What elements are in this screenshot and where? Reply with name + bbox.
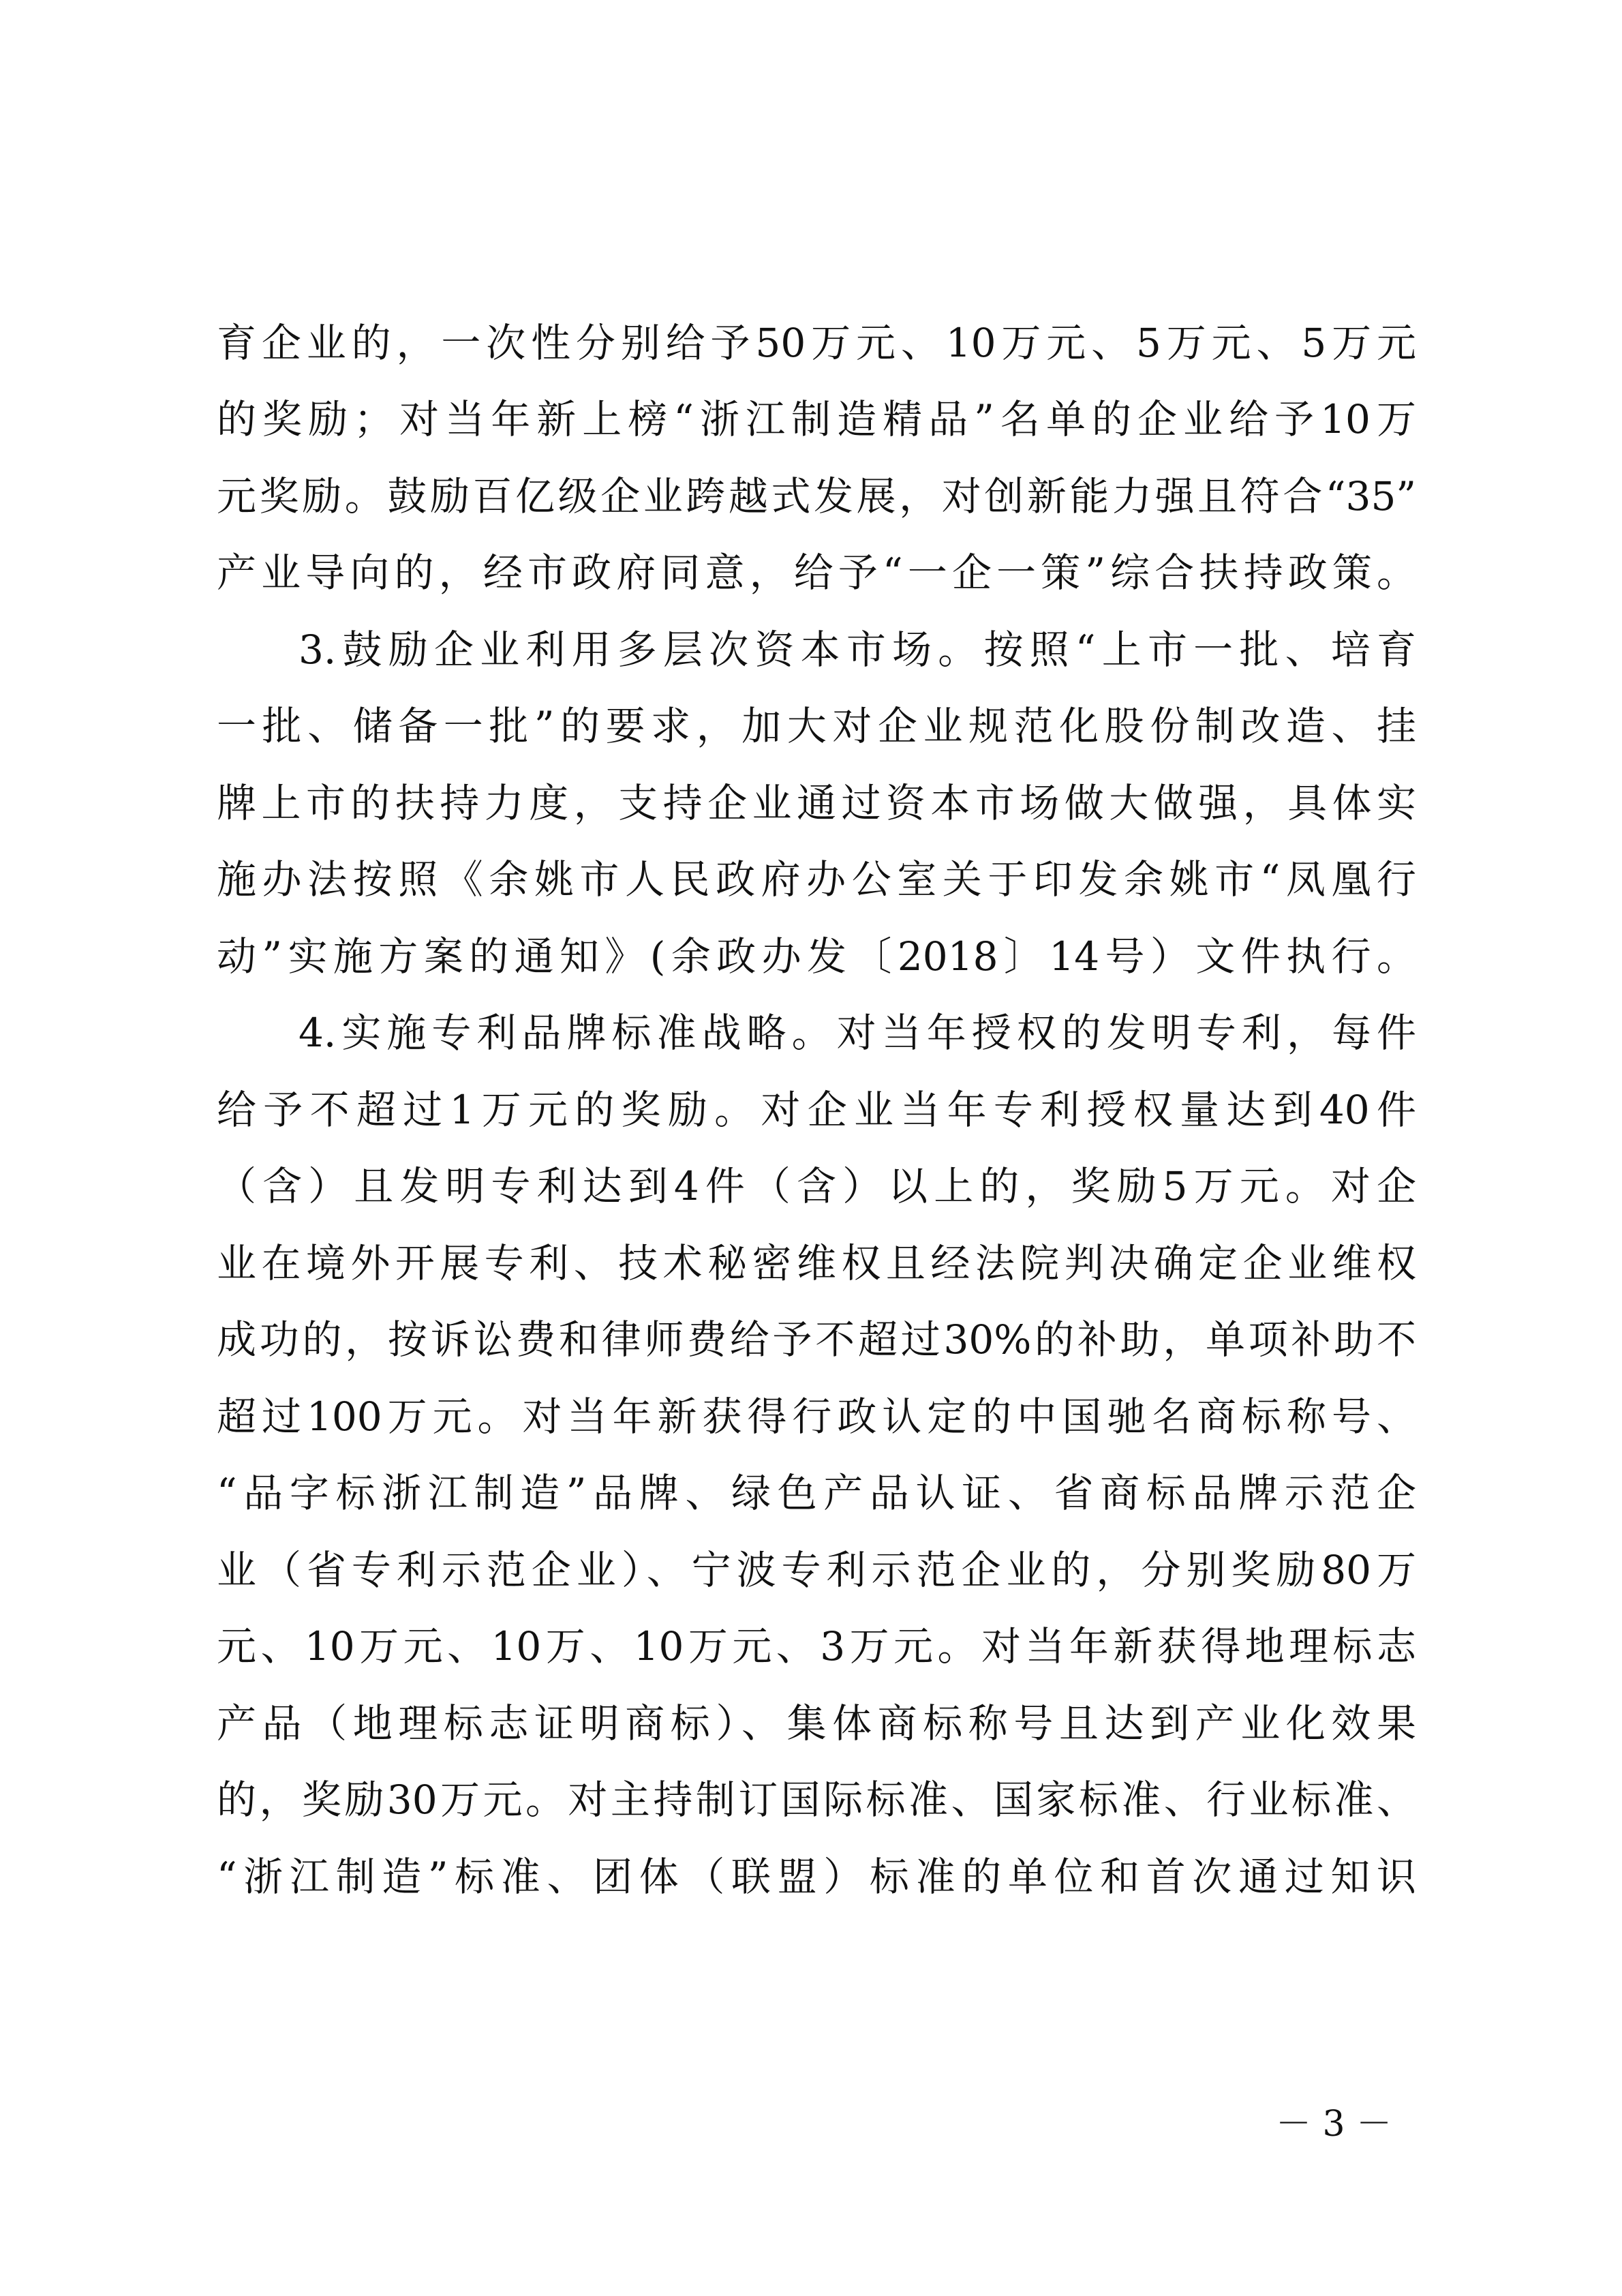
body-text-line: 育企业的，一次性分别给予50万元、10万元、5万元、5万元 xyxy=(217,320,1416,366)
body-text-line: 成功的，按诉讼费和律师费给予不超过30%的补助，单项补助不 xyxy=(217,1316,1416,1363)
body-text-line: 给予不超过1万元的奖励。对企业当年专利授权量达到40件 xyxy=(217,1087,1416,1133)
body-text-line: 一批、储备一批”的要求，加大对企业规范化股份制改造、挂 xyxy=(217,703,1416,749)
body-text-line: 3.鼓励企业利用多层次资本市场。按照“上市一批、培育 xyxy=(299,626,1416,673)
body-text-line: 业在境外开展专利、技术秘密维权且经法院判决确定企业维权 xyxy=(217,1240,1416,1286)
body-text-line: 的奖励；对当年新上榜“浙江制造精品”名单的企业给予10万 xyxy=(217,396,1416,442)
body-text-line: 产业导向的，经市政府同意，给予“一企一策”综合扶持政策。 xyxy=(217,549,1416,596)
body-text-line: 的，奖励30万元。对主持制订国际标准、国家标准、行业标准、 xyxy=(217,1777,1416,1823)
body-text-line: 施办法按照《余姚市人民政府办公室关于印发余姚市“凤凰行 xyxy=(217,856,1416,903)
body-text-line: 4.实施专利品牌标准战略。对当年授权的发明专利，每件 xyxy=(299,1010,1416,1056)
body-text-line: “浙江制造”标准、团体（联盟）标准的单位和首次通过知识 xyxy=(217,1854,1416,1900)
page-number: － 3 － xyxy=(1276,2104,1392,2145)
body-text-line: 元奖励。鼓励百亿级企业跨越式发展，对创新能力强且符合“35” xyxy=(217,473,1416,519)
body-text-line: 超过100万元。对当年新获得行政认定的中国驰名商标称号、 xyxy=(217,1393,1416,1440)
body-text-line: 业（省专利示范企业）、宁波专利示范企业的，分别奖励80万 xyxy=(217,1547,1416,1593)
body-text-line: （含）且发明专利达到4件（含）以上的，奖励5万元。对企 xyxy=(217,1163,1416,1209)
body-text-line: 动”实施方案的通知》(余政办发〔2018〕14号）文件执行。 xyxy=(217,933,1416,980)
body-text-line: 元、10万元、10万、10万元、3万元。对当年新获得地理标志 xyxy=(217,1623,1416,1670)
body-text-line: “品字标浙江制造”品牌、绿色产品认证、省商标品牌示范企 xyxy=(217,1470,1416,1516)
body-text-line: 产品（地理标志证明商标）、集体商标称号且达到产业化效果 xyxy=(217,1700,1416,1747)
body-text-line: 牌上市的扶持力度，支持企业通过资本市场做大做强，具体实 xyxy=(217,780,1416,826)
